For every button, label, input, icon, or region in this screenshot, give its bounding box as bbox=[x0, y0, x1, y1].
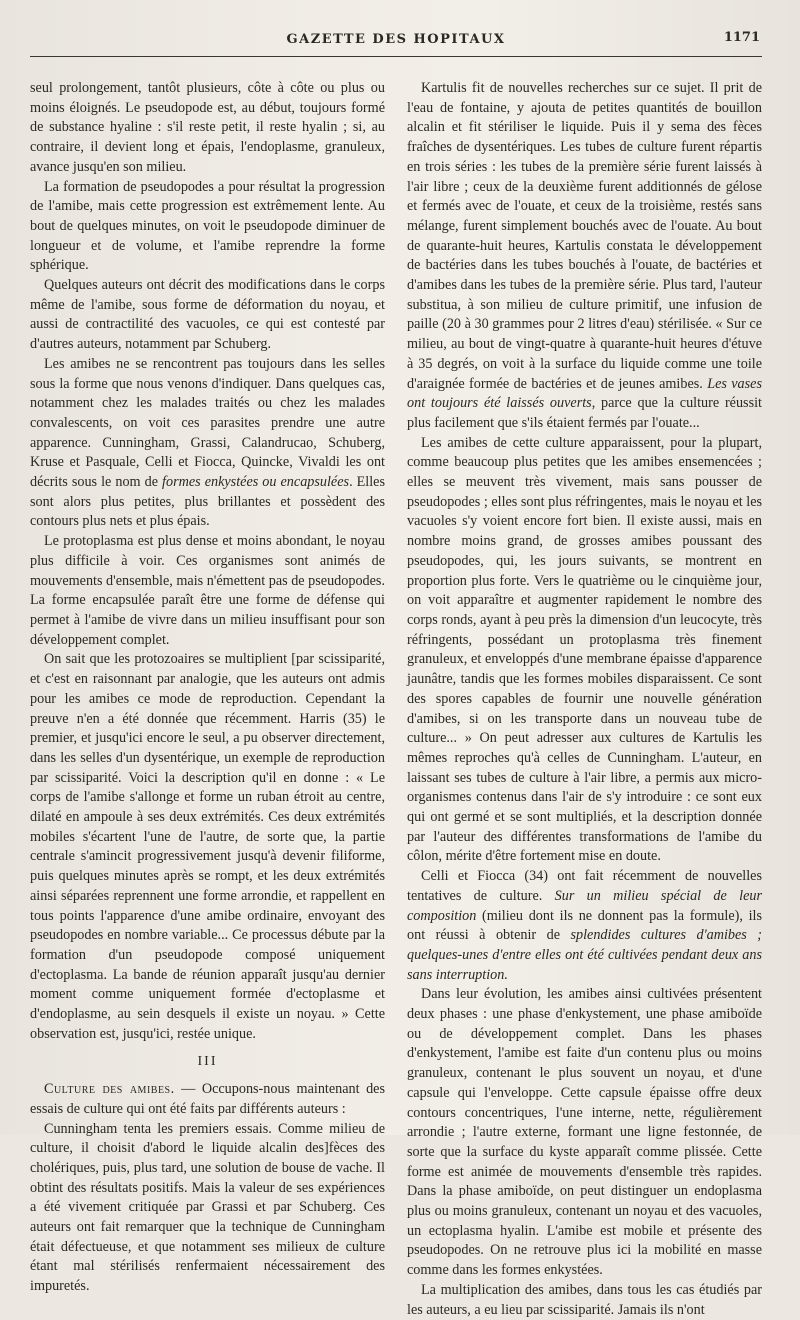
paragraph bbox=[30, 355, 385, 532]
italic-quote: splendides cultures d'amibes ; quelques-unes d'entre elles ont été cultivées pendant deux ans sans interruption. bbox=[407, 927, 763, 983]
journal-title: GAZETTE DES HOPITAUX bbox=[286, 32, 506, 47]
paragraph bbox=[407, 867, 762, 985]
right-column bbox=[403, 79, 762, 1320]
section-number: III bbox=[197, 1054, 218, 1070]
paragraph bbox=[30, 1080, 385, 1119]
page-number: 1171 bbox=[723, 30, 760, 45]
paragraph: Cunningham tenta les premiers essais. Comme milieu de culture, il choisit d'abord le liquide alcalin des]fèces des cholériques, puis, plus tard, une solution de bouse de vache. Il obtint des résultats positifs. Mais la valeur de ses expériences a été vivement critiquée par Grassi et par Schuberg. Ces auteurs ont fait remarquer que la technique de Cunningham était défectueuse, et que notamment ses milieux de culture étant mal stérilisés renfermaient nécessairement des impuretés. bbox=[30, 1120, 385, 1295]
section-title: Culture des amibes. bbox=[44, 1081, 175, 1098]
paragraph: Les amibes de cette culture apparaissent, pour la plupart, comme beaucoup plus petites que les amibes ensemencées ; elles se meuvent très vivement, mais sans pousser de pseudopodes ; elles sont plus réfringentes, mais le noyau et les vacuoles s'y voient encore fort bien. Il existe aussi, mais en nombre moins grand, de grosses amibes poussant des pseudopodes, qui, les jours suivants, se montrent en proportion plus forte. Vers le quatrième ou le cinquième jour, on voit apparaître et augmenter rapidement le nombre des corps ronds, ayant à peu près la dimension d'un leucocyte, très réfringents, possédant un protoplasma très finement granuleux, et enveloppés d'une membrane épaisse d'apparence jaunâtre, tandis que les formes mobiles disparaissent. Ce sont des spores capables de fournir une nouvelle génération d'amibes, si on les transporte dans un nouveau tube de culture... » On peut adresser aux cultures de Kartulis les mêmes reproches qu'à celles de Cunningham. L'auteur, en laissant ses tubes de culture à l'air libre, a permis aux micro-organismes contenus dans l'air de s'y introduire : ce sont eux qui ont germé et se sont multipliés, et la description donnée par l'auteur des différentes transformations de l'amibe du côlon, mérite d'être fortement mise en doute. bbox=[407, 434, 763, 865]
paragraph: Dans leur évolution, les amibes ainsi cultivées présentent deux phases : une phase d'enkystement, une phase amiboïde ou de développement complet. Dans les phases d'enkystement, l'amibe est faite d'un contenu plus ou moins granuleux, contenant le plus souvent un noyau, et d'une capsule qui l'enveloppe. Cette capsule épaisse offre deux contours concentriques, l'une interne, nette, régulièrement arrondie ; l'autre externe, formant une ligne festonnée, de sorte que la surface du kyste apparaît comme plissée. Cette forme est animée de mouvements d'ensemble très rapides. Dans la phase amiboïde, on peut distinguer un endoplasma plus ou moins granuleux, contenant un noyau et des vacuoles, un ectoplasma hyalin. L'amibe est mobile et présente des pseudopodes. On ne retrouve plus ici la mobilité en masse comme dans les formes enkystées. bbox=[407, 986, 762, 1279]
paragraph: La formation de pseudopodes a pour résultat la progression de l'amibe, mais cette progression est extrêmement lente. Au bout de quelques minutes, on voit le pseudopode diminuer de longueur et de volume, et l'amibe reprendre la forme sphérique. bbox=[30, 178, 385, 274]
running-header bbox=[30, 30, 762, 56]
italic-quote: Sur un milieu spécial de leur composition bbox=[407, 887, 762, 924]
paragraph: Quelques auteurs ont décrit des modifications dans le corps même de l'amibe, sous forme de déformation du noyau, et aussi de contractilité des vacuoles, ce qui est contesté par d'autres auteurs, notamment par Schuberg. bbox=[30, 277, 385, 353]
italic-quote: Les vases ont toujours été laissés ouverts bbox=[407, 375, 762, 412]
header-rule bbox=[30, 56, 762, 57]
left-column bbox=[30, 79, 389, 1320]
text-run: (milieu dont ils ne donnent pas la formule), ils ont réussi à obtenir de bbox=[407, 907, 762, 944]
paragraph: On sait que les protozoaires se multiplient [par scissiparité, et c'est en raisonnant par analogie, que les auteurs ont admis pour les amibes ce mode de reproduction. Cependant la preuve n'en a été donnée que récemment. Harris (35) le premier, et jusqu'ici encore le seul, a pu observer directement, dans les selles d'un dysentérique, un exemple de reproduction par scissiparité. Voici la description qu'il en donne : « Le corps de l'amibe s'allonge et forme un ruban étroit au centre, dilaté en ampoule à ses deux extrémités. Ces deux extrémités mobiles s'écartent l'une de l'autre, de sorte que, la partie centrale s'amincit progressivement jusqu'à devenir filiforme, puis quelques minutes après se rompt, et les deux extrémités ainsi séparées reprennent une forme arrondie, et rappellent en tous points l'apparence d'une amibe ordinaire, envoyant des pseudopodes en nombre variable... Ce processus débute par la formation d'un pseudopode composé uniquement d'ectoplasma. La bande de réunion apparaît jusqu'au dernier moment comme uniquement formée d'ectoplasme et d'endoplasme, au sein desquels il existe un noyau. » Cette observation est, jusqu'ici, restée unique. bbox=[30, 651, 385, 1042]
text-run: . Elles sont alors plus petites, plus brillantes et possèdent des contours plus nets et plus épais. bbox=[30, 474, 386, 530]
paragraph: seul prolongement, tantôt plusieurs, côte à côte ou plus ou moins éloignés. Le pseudopode est, au début, toujours formé de substance hyaline : s'il reste petit, il reste hyalin ; si, au contraire, il devient long et épais, l'endoplasme, granuleux, avance jusqu'en son milieu. bbox=[30, 80, 385, 175]
paragraph bbox=[407, 79, 762, 434]
text-run: , parce que la culture réussit plus facilement que s'ils étaient fermés par l'ouate... bbox=[407, 395, 762, 431]
paragraph: Le protoplasma est plus dense et moins abondant, le noyau plus difficile à voir. Ces organismes sont animés de mouvements d'ensemble, mais n'émettent pas de pseudopodes. La forme encapsulée paraît être une forme de défense qui permet à l'amibe de vivre dans un milieu insuffisant pour son développement complet. bbox=[30, 533, 385, 648]
text-run: Kartulis fit de nouvelles recherches sur ce sujet. Il prit de l'eau de fontaine, y ajouta de petites quantités de bouillon alcalin et fit stériliser le liquide. Puis il y sema des fèces fraîches de dysentériques. Les tubes de culture furent répartis en trois séries : les tubes de la première série furent laissés à l'air libre ; ceux de la deuxième furent additionnés de gélose et fermés avec de l'ouate, et ceux de la troisième, restés sans mélange, furent simplement bouchés avec de l'ouate. Au bout de quarante-huit heures, Kartulis constata le développement de bactéries dans les tubes bouchés à l'ouate, de bactéries et d'amibes dans les tubes de la première série. Plus tard, l'auteur substitua, à son milieu de culture primitif, une infusion de paille (20 à 30 grammes pour 2 litres d'eau) stérilisée. « Sur ce milieu, au bout de vingt-quatre à quarante-huit heures d'étuve à 35 degrés, on voit à la surface du liquide comme une toile d'araignée formée de bactéries et de jeunes amibes. bbox=[407, 80, 762, 392]
paragraph: La multiplication des amibes, dans tous les cas étudiés par les auteurs, a eu lieu par scissiparité. Jamais ils n'ont bbox=[407, 1281, 762, 1318]
text-run: — Occupons-nous maintenant des essais de culture qui ont été faits par différents auteurs : bbox=[30, 1081, 385, 1117]
text-run: Celli et Fiocca (34) ont fait récemment de nouvelles tentatives de culture. bbox=[407, 868, 762, 904]
italic-term: formes enkystées ou encapsulées bbox=[162, 474, 350, 491]
text-columns bbox=[30, 79, 762, 1320]
text-run: Les amibes ne se rencontrent pas toujours dans les selles sous la forme que nous venons d'indiquer. Dans quelques cas, notamment chez les malades traités ou chez les malades convalescents, on voit ces parasites prendre une autre apparence. Cunningham, Grassi, Calandrucao, Schuberg, Kruse et Pasquale, Celli et Fiocca, Quincke, Vivaldi les ont décrits sous le nom de bbox=[30, 355, 385, 491]
